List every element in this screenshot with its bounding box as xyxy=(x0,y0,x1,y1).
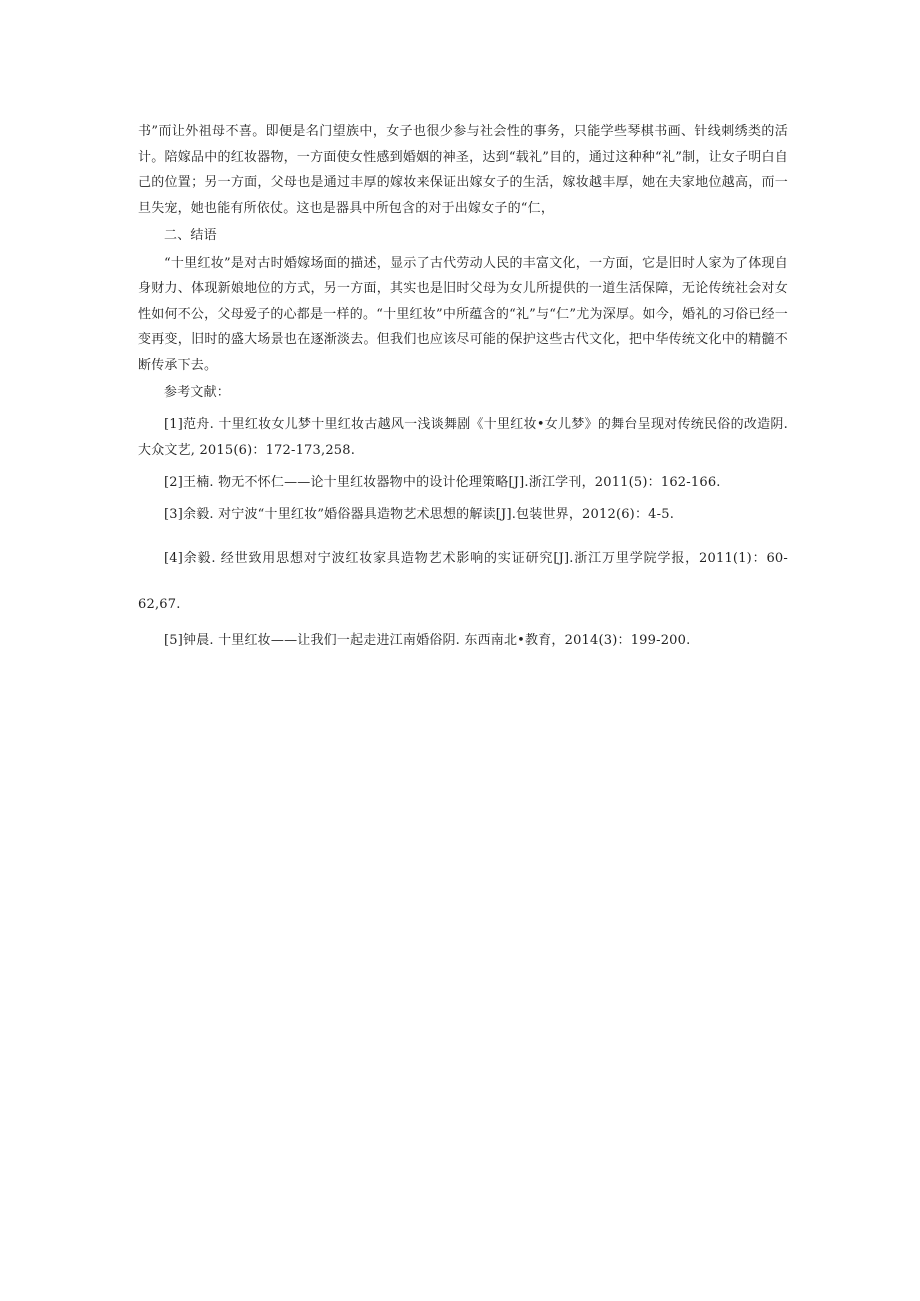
reference-item: [3]余毅. 对宁波“十里红妆”婚俗器具造物艺术思想的解读[J].包装世界，2012(6)：4-5. xyxy=(164,506,675,522)
reference-item: [1]范舟. 十里红妆女儿梦十里红妆古越风一浅谈舞剧《十里红妆•女儿梦》的舞台呈现对传统民俗的改造阴. 大众文艺, 2015(6)：172-173,258. xyxy=(138,416,788,458)
document-body xyxy=(138,119,788,654)
references-title: 参考文献： xyxy=(164,385,231,400)
reference-item: [2]王楠. 物无不怀仁——论十里红妆器物中的设计伦理策略[J].浙江学刊，2011(5)：162-166. xyxy=(164,474,721,490)
conclusion-paragraph: “十里红妆”是对古时婚嫁场面的描述，显示了古代劳动人民的丰富文化，一方面，它是旧时人家为了体现自身财力、体现新娘地位的方式，另一方面，其实也是旧时父母为女儿所提供的一道生活保障，无论传统社会对女性如何不公，父母爱子的心都是一样的。“十里红妆”中所蕴含的“礼”与“仁”尤为深厚。如今，婚礼的习俗已经一变再变，旧时的盛大场景也在逐渐淡去。但我们也应该尽可能的保护这些古代文化，把中华传统文化中的精髓不断传承下去。 xyxy=(138,255,788,373)
continuation-paragraph: 书”而让外祖母不喜。即便是名门望族中，女子也很少参与社会性的事务，只能学些琴棋书画、针线刺绣类的活计。陪嫁品中的红妆器物，一方面使女性感到婚姻的神圣，达到“载礼”目的，通过这种种“礼”制，让女子明白自己的位置；另一方面，父母也是通过丰厚的嫁妆来保证出嫁女子的生活，嫁妆越丰厚，她在夫家地位越高，而一旦失宠，她也能有所依仗。这也是器具中所包含的对于出嫁女子的“仁， xyxy=(138,124,788,216)
reference-item: [4]余毅. 经世致用思想对宁波红妆家具造物艺术影响的实证研究[J].浙江万里学院学报，2011(1)：60-62,67. xyxy=(138,550,788,612)
reference-item: [5]钟晨. 十里红妆——让我们一起走进江南婚俗阴. 东西南北•教育，2014(3)：199-200. xyxy=(164,632,691,648)
section-heading: 二、结语 xyxy=(164,228,217,243)
